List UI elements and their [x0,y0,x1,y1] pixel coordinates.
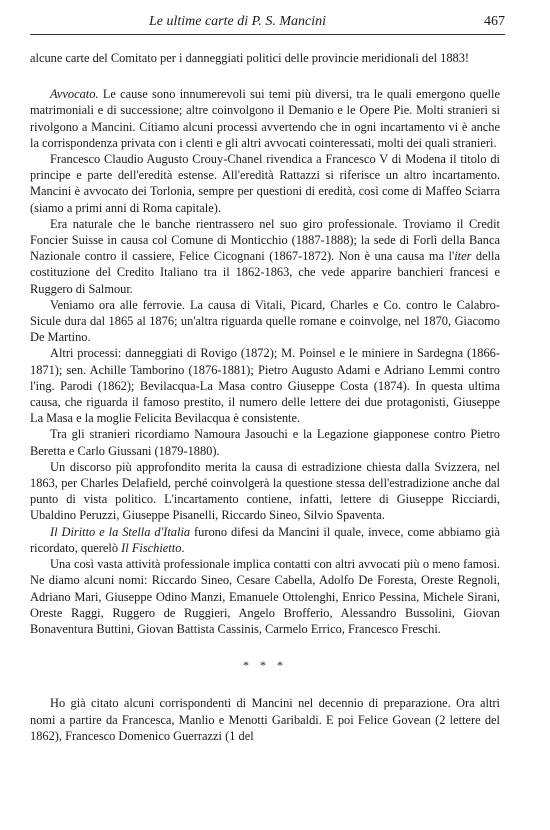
section-separator: * * * [243,658,287,673]
paragraph-estradizione: Un discorso più approfondito merita la causa di estradizione chiesta dalla Svizzera, nel 1863, per Charles Delafield, perché coinvolgerà la questione stessa dell'estradizione anche dal punto di vista politico. L'incartamento contiene, infatti, lettere di Giuseppe Ricciardi, Ubaldino Peruzzi, Giuseppe Pisanelli, Riccardo Sineo, Silvio Spaventa. [30,459,500,523]
paragraph-text: furono difesi da Mancini il quale, invece, come abbiamo già ricordato, querelò [30,524,500,555]
paragraph-text: Era naturale che le banche rientrassero nel suo giro professionale. Troviamo il Credit Foncier Suisse in causa col Comune di Monticchio (1887-1888); la sede di Forlì della Banca Nazionale contro il cassiere, Felice Cicognani (1867-1872). Non è una causa ma l' [30,216,500,264]
paragraph-eredita: Francesco Claudio Augusto Crouy-Chanel rivendica a Francesco V di Modena il titolo di principe e parte dell'eredità estense. All'eredità Rattazzi si riferisce un altro incartamento. Mancini è avvocato dei Torlonia, sempre per questioni di eredità, così come di Maffeo Sciarra (siamo a primi anni di Roma capitale). [30,152,500,215]
paragraph-ferrovie: Veniamo ora alle ferrovie. La causa di Vitali, Picard, Charles e Co. contro le Calabro-Sicule dura dal 1865 al 1876; un'altra riguarda quelle romane e coinvolge, nel 1870, Giacomo De Martino. [30,297,500,345]
paragraph-processi: Altri processi: danneggiati di Rovigo (1872); M. Poinsel e le miniere in Sardegna (1866-1871); sen. Achille Tamborino (1876-1881); Pietro Augusto Adami e Adriano Lemmi contro l'ing. Parodi (1862); Bevilacqua-La Masa contro Giuseppe Costa (1874). In questa ultima causa, che riguarda il famoso prestito, il numero delle lettere dei due protagonisti, Giuseppe La Masa e la moglie Felicita Bevilacqua è consistente. [30,346,500,426]
section-lead: Avvocato. [50,87,99,102]
paragraph-corrispondenti: Ho già citato alcuni corrispondenti di Mancini nel decennio di preparazione. Ora altri nomi a partire da Francesca, Manlio e Menotti Garibaldi. E poi Felice Govean (2 lettere del 1862), Francesco Domenico Guerrazzi (1 del [30,696,500,743]
emphasis: Il Diritto e la Stella d'Italia [50,524,191,539]
paragraph-giornali [30,524,500,556]
emphasis: iter [454,249,472,264]
paragraph-text: della costituzione del Credito Italiano tra il 1862-1863, che vede apparire banchieri francesi e Ruggero di Salmour. [30,249,500,296]
paragraph-text: . [181,540,185,555]
paragraph-text: Le cause sono innumerevoli sui temi più diversi, tra le quali emergono quelle matrimoniali e di successione; altre coinvolgono il Demanio e le Opere Pie. Molti stranieri si rivolgono a Mancini. Citiamo alcuni processi avvertendo che in ogni incartamento vi è anche la corrispondenza privata con i clenti e gli altri avvocati cointeressati, molti dei quali stranieri. [30,87,500,150]
paragraph-stranieri: Tra gli stranieri ricordiamo Namoura Jasouchi e la Legazione giapponese contro Pietro Beretta e Carlo Giussani (1879-1880). [30,427,500,458]
paragraph-avvocato [30,86,500,151]
emphasis: Il Fischietto [121,540,182,555]
paragraph-continuation: alcune carte del Comitato per i danneggiati politici delle provincie meridionali del 1883! [30,51,470,65]
paragraph-banche [30,216,500,297]
page-number: 467 [484,14,505,29]
paragraph-avvocati: Una così vasta attività professionale implica contatti con altri avvocati più o meno famosi. Ne diamo alcuni nomi: Riccardo Sineo, Cesare Cabella, Adolfo De Foresta, Oreste Regnoli, Adriano Mari, Giuseppe Odino Manzi, Emanuele Ottolenghi, Enrico Pessina, Michele Sirani, Oreste Raggi, Ruggero de Ruggieri, Angelo Brofferio, Alessandro Bussolini, Giovan Bonaventura Buttini, Giovan Battista Cassinis, Carmelo Errico, Francesco Freschi. [30,557,500,636]
body-text [30,50,500,744]
running-title: Le ultime carte di P. S. Mancini [148,14,327,29]
page-header [30,12,505,35]
